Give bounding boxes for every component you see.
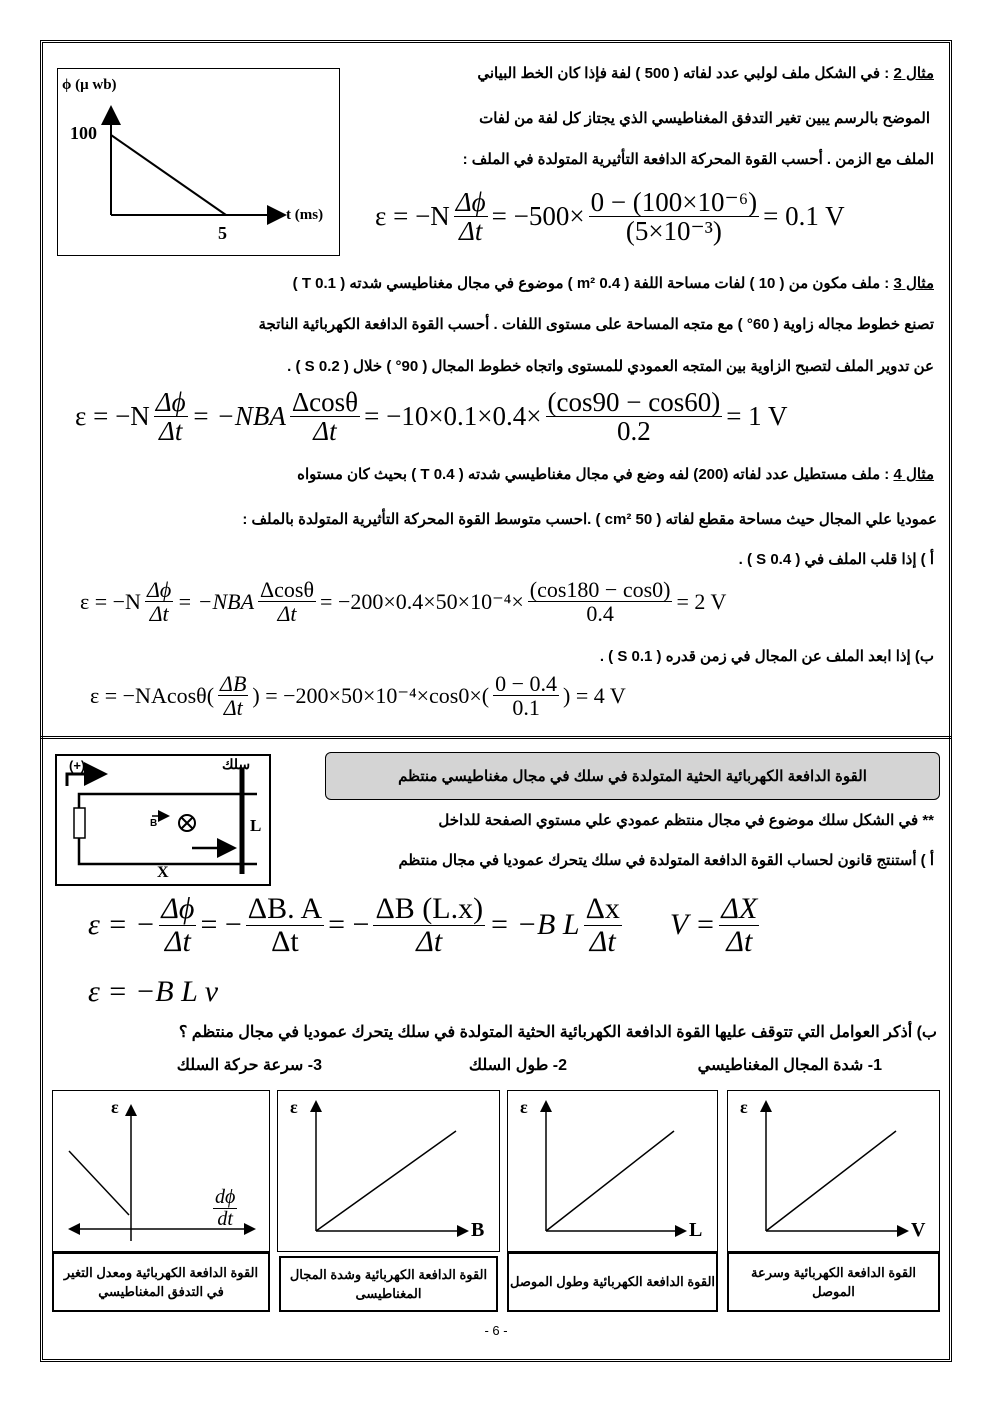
- wire-equation: [88, 893, 763, 957]
- eq-part: = −200×0.4×50×10⁻⁴×: [320, 588, 524, 614]
- ex3-text1: : ملف مكون من ( 10 ) لفات مساحة اللفة ( 0.4 m² ) موضوع في مجال مغناطيسي شدته ( 0.1 T ): [292, 275, 890, 292]
- eq-den: Δt: [726, 924, 753, 958]
- ex4-equation-a: [80, 578, 726, 625]
- eq-part: ε = −N: [75, 401, 150, 432]
- eq-part: V =: [669, 908, 716, 941]
- l-label: L: [250, 816, 262, 835]
- eq-den: Δt: [271, 924, 299, 958]
- ex4-line2: عموديا علي المجال حيث مساحة مقطع لفاته ( 50 cm² ) .احسب متوسط القوة المحركة التأثيرية المتولدة بالملف :: [242, 511, 937, 528]
- y-axis-label: ϕ (μ wb): [62, 77, 117, 93]
- ex2-text1: : في الشكل ملف لولبي عدد لفاته ( 500 ) لفة فإذا كان الخط البياني: [477, 65, 890, 82]
- ex4-part-a: أ ) إذا قلب الملف في ( 0.4 S ) .: [738, 551, 934, 568]
- eq-part: ε = −NAcosθ(: [90, 682, 215, 708]
- eq-part: ε = −N: [375, 201, 450, 232]
- x-axis-label: B: [471, 1219, 485, 1241]
- eq-part: = −: [200, 908, 242, 941]
- graph-caption: القوة الدافعة الكهربائية وشدة المجال المغناطيسى: [279, 1256, 498, 1312]
- factor-3: 3- سرعة حركة السلك: [176, 1057, 322, 1074]
- ex2-line1: [477, 64, 934, 82]
- graph-caption: القوة الدافعة الكهربائية وسرعة الموصل: [727, 1252, 940, 1312]
- graph-caption: القوة الدافعة الكهربائية وطول الموصل: [507, 1252, 718, 1312]
- eq-den: Δt: [149, 601, 169, 627]
- eq-den: Δt: [589, 924, 616, 958]
- x-tick: 5: [218, 223, 227, 243]
- eq-part: ε = −: [88, 908, 156, 941]
- ex2-line2: الموضح بالرسم يبين تغير التدفق المغناطيسي الذي يجتاز كل لفة من لفات: [479, 110, 930, 127]
- flux-time-graph: [57, 68, 340, 256]
- ex4-line1: [297, 465, 934, 483]
- eq-num: Δcosθ: [260, 577, 315, 602]
- ex2-equation: [375, 188, 845, 246]
- graph-4: [727, 1090, 940, 1252]
- eq-part: = −500×: [491, 201, 585, 232]
- graph-2: [277, 1090, 500, 1252]
- x-axis-label: V: [911, 1219, 926, 1241]
- ex4-equation-b: [90, 672, 626, 719]
- factor-2: 2- طول السلك: [468, 1057, 567, 1074]
- eq-part: ) = −200×50×10⁻⁴×cos0×(: [252, 682, 490, 708]
- wire-equation-2: ε = −B L v: [88, 975, 219, 1008]
- ex4-text1: : ملف مستطيل عدد لفاته (200) لفه وضع في مجال مغناطيسي شدته ( 0.4 T ) بحيث كان مستواه: [297, 466, 890, 483]
- eq-part: = −B L: [489, 908, 580, 941]
- eq-num: ΔB (L.x): [375, 892, 484, 925]
- eq-num: Δϕ: [155, 387, 186, 417]
- graph-3: [507, 1090, 718, 1252]
- x-label-num: dϕ: [215, 1186, 236, 1208]
- graph-1: [52, 1090, 270, 1252]
- eq-part: = −: [328, 908, 370, 941]
- eq-part: = 2 V: [676, 588, 727, 614]
- eq-num: (cos90 − cos60): [547, 387, 721, 417]
- graph-line: [546, 1131, 674, 1231]
- eq-den: (5×10⁻³): [625, 216, 722, 247]
- y-axis-label: ε: [520, 1097, 528, 1117]
- ex2-line3: الملف مع الزمن . أحسب القوة المحركة الدافعة التأثيرية المتولدة في الملف :: [462, 151, 934, 168]
- section-divider: [40, 736, 952, 742]
- eq-num: ΔB. A: [247, 892, 323, 925]
- eq-num: (cos180 − cos0): [529, 577, 671, 602]
- ex3-line1: [293, 274, 934, 292]
- y-axis-label: ε: [290, 1097, 298, 1117]
- section-banner: القوة الدافعة الكهربائية الحثية المتولدة في سلك في مجال مغناطيسي منتظم: [325, 752, 940, 800]
- rails: [79, 794, 257, 864]
- ex4-part-b: ب) إذا ابعد الملف عن المجال في زمن قدره ( 0.1 S ) .: [599, 648, 934, 665]
- eq-part: = −NBA: [177, 588, 255, 614]
- ex3-line3: عن تدوير الملف لتصبح الزاوية بين المتجه العمودي للمستوى واتجاه خطوط المجال ( 90° ) خلال ( 0.2 S ) .: [287, 358, 934, 375]
- graph-line: [69, 1151, 129, 1215]
- graph-line: [766, 1131, 896, 1231]
- ex3-equation: [75, 388, 787, 446]
- eq-num: 0 − (100×10⁻⁶): [590, 187, 758, 217]
- eq-den: Δt: [277, 601, 297, 627]
- factor-1: 1- شدة المجال المغناطيسي: [697, 1057, 882, 1074]
- eq-den: 0.1: [512, 695, 540, 721]
- x-axis-label: t (ms): [286, 207, 324, 223]
- factors-question: ب) أذكر العوامل التي تتوقف عليها القوة الدافعة الكهربائية الحثية المتولدة في سلك يتحرك عموديا في مجال منتظم ؟: [178, 1024, 937, 1041]
- eq-den: Δt: [164, 924, 191, 958]
- ex3-label: مثال 3: [893, 275, 934, 292]
- eq-den: 0.2: [616, 416, 651, 447]
- eq-num: ΔB: [220, 671, 247, 696]
- x-axis-label: L: [689, 1219, 703, 1241]
- y-tick: 100: [70, 123, 97, 143]
- wire-label: سلك: [222, 756, 251, 772]
- wire-line1: ** في الشكل سلك موضوع في مجال منتظم عمودي علي مستوي الصفحة للداخل: [438, 812, 934, 829]
- eq-num: 0 − 0.4: [495, 671, 558, 696]
- plus-label: (+): [69, 758, 86, 773]
- ex3-line2: تصنع خطوط مجاله زاوية ( 60° ) مع متجه المساحة على مستوى اللفات . أحسب القوة الدافعة الكهربائية الناتجة: [258, 316, 934, 333]
- eq-part: ε = −N: [80, 588, 141, 614]
- eq-num: Δϕ: [161, 892, 195, 925]
- wire-line2: أ ) أستنتج قانون لحساب القوة الدافعة المتولدة في سلك يتحرك عموديا في مجال منتظم: [398, 852, 934, 869]
- graph-caption: القوة الدافعة الكهربائية ومعدل التغير في التدفق المغناطيسي: [52, 1252, 270, 1312]
- x-label-den: dt: [217, 1208, 233, 1230]
- flux-line: [111, 135, 226, 215]
- resistor: [74, 808, 85, 838]
- eq-part: ) = 4 V: [563, 682, 626, 708]
- eq-num: Δϕ: [455, 187, 486, 217]
- eq-part: = 1 V: [726, 401, 788, 432]
- b-label: B: [150, 818, 158, 829]
- eq-num: ΔX: [721, 892, 758, 925]
- page-number: - 6 -: [484, 1323, 508, 1338]
- x-axis-label: [213, 1187, 237, 1230]
- eq-part: = −NBA: [191, 401, 286, 432]
- eq-part: = −10×0.1×0.4×: [364, 401, 542, 432]
- ex2-label: مثال 2: [893, 65, 934, 82]
- x-label: X: [157, 864, 169, 881]
- flux-graph-svg: [58, 69, 341, 257]
- graph-line: [316, 1131, 456, 1231]
- eq-den: Δt: [313, 416, 337, 447]
- eq-den: Δt: [223, 695, 243, 721]
- y-axis-label: ε: [111, 1097, 119, 1117]
- eq-num: Δcosθ: [291, 387, 359, 417]
- eq-part: = 0.1 V: [763, 201, 845, 232]
- current-arrow: [67, 774, 102, 786]
- eq-num: Δϕ: [146, 577, 172, 602]
- eq-den: Δt: [459, 216, 483, 247]
- eq-num: Δx: [585, 892, 620, 925]
- y-axis-label: ε: [740, 1097, 748, 1117]
- eq-den: 0.4: [586, 601, 614, 627]
- ex4-label: مثال 4: [893, 466, 934, 483]
- wire-diagram: [55, 754, 271, 886]
- eq-den: Δt: [159, 416, 183, 447]
- eq-den: Δt: [416, 924, 443, 958]
